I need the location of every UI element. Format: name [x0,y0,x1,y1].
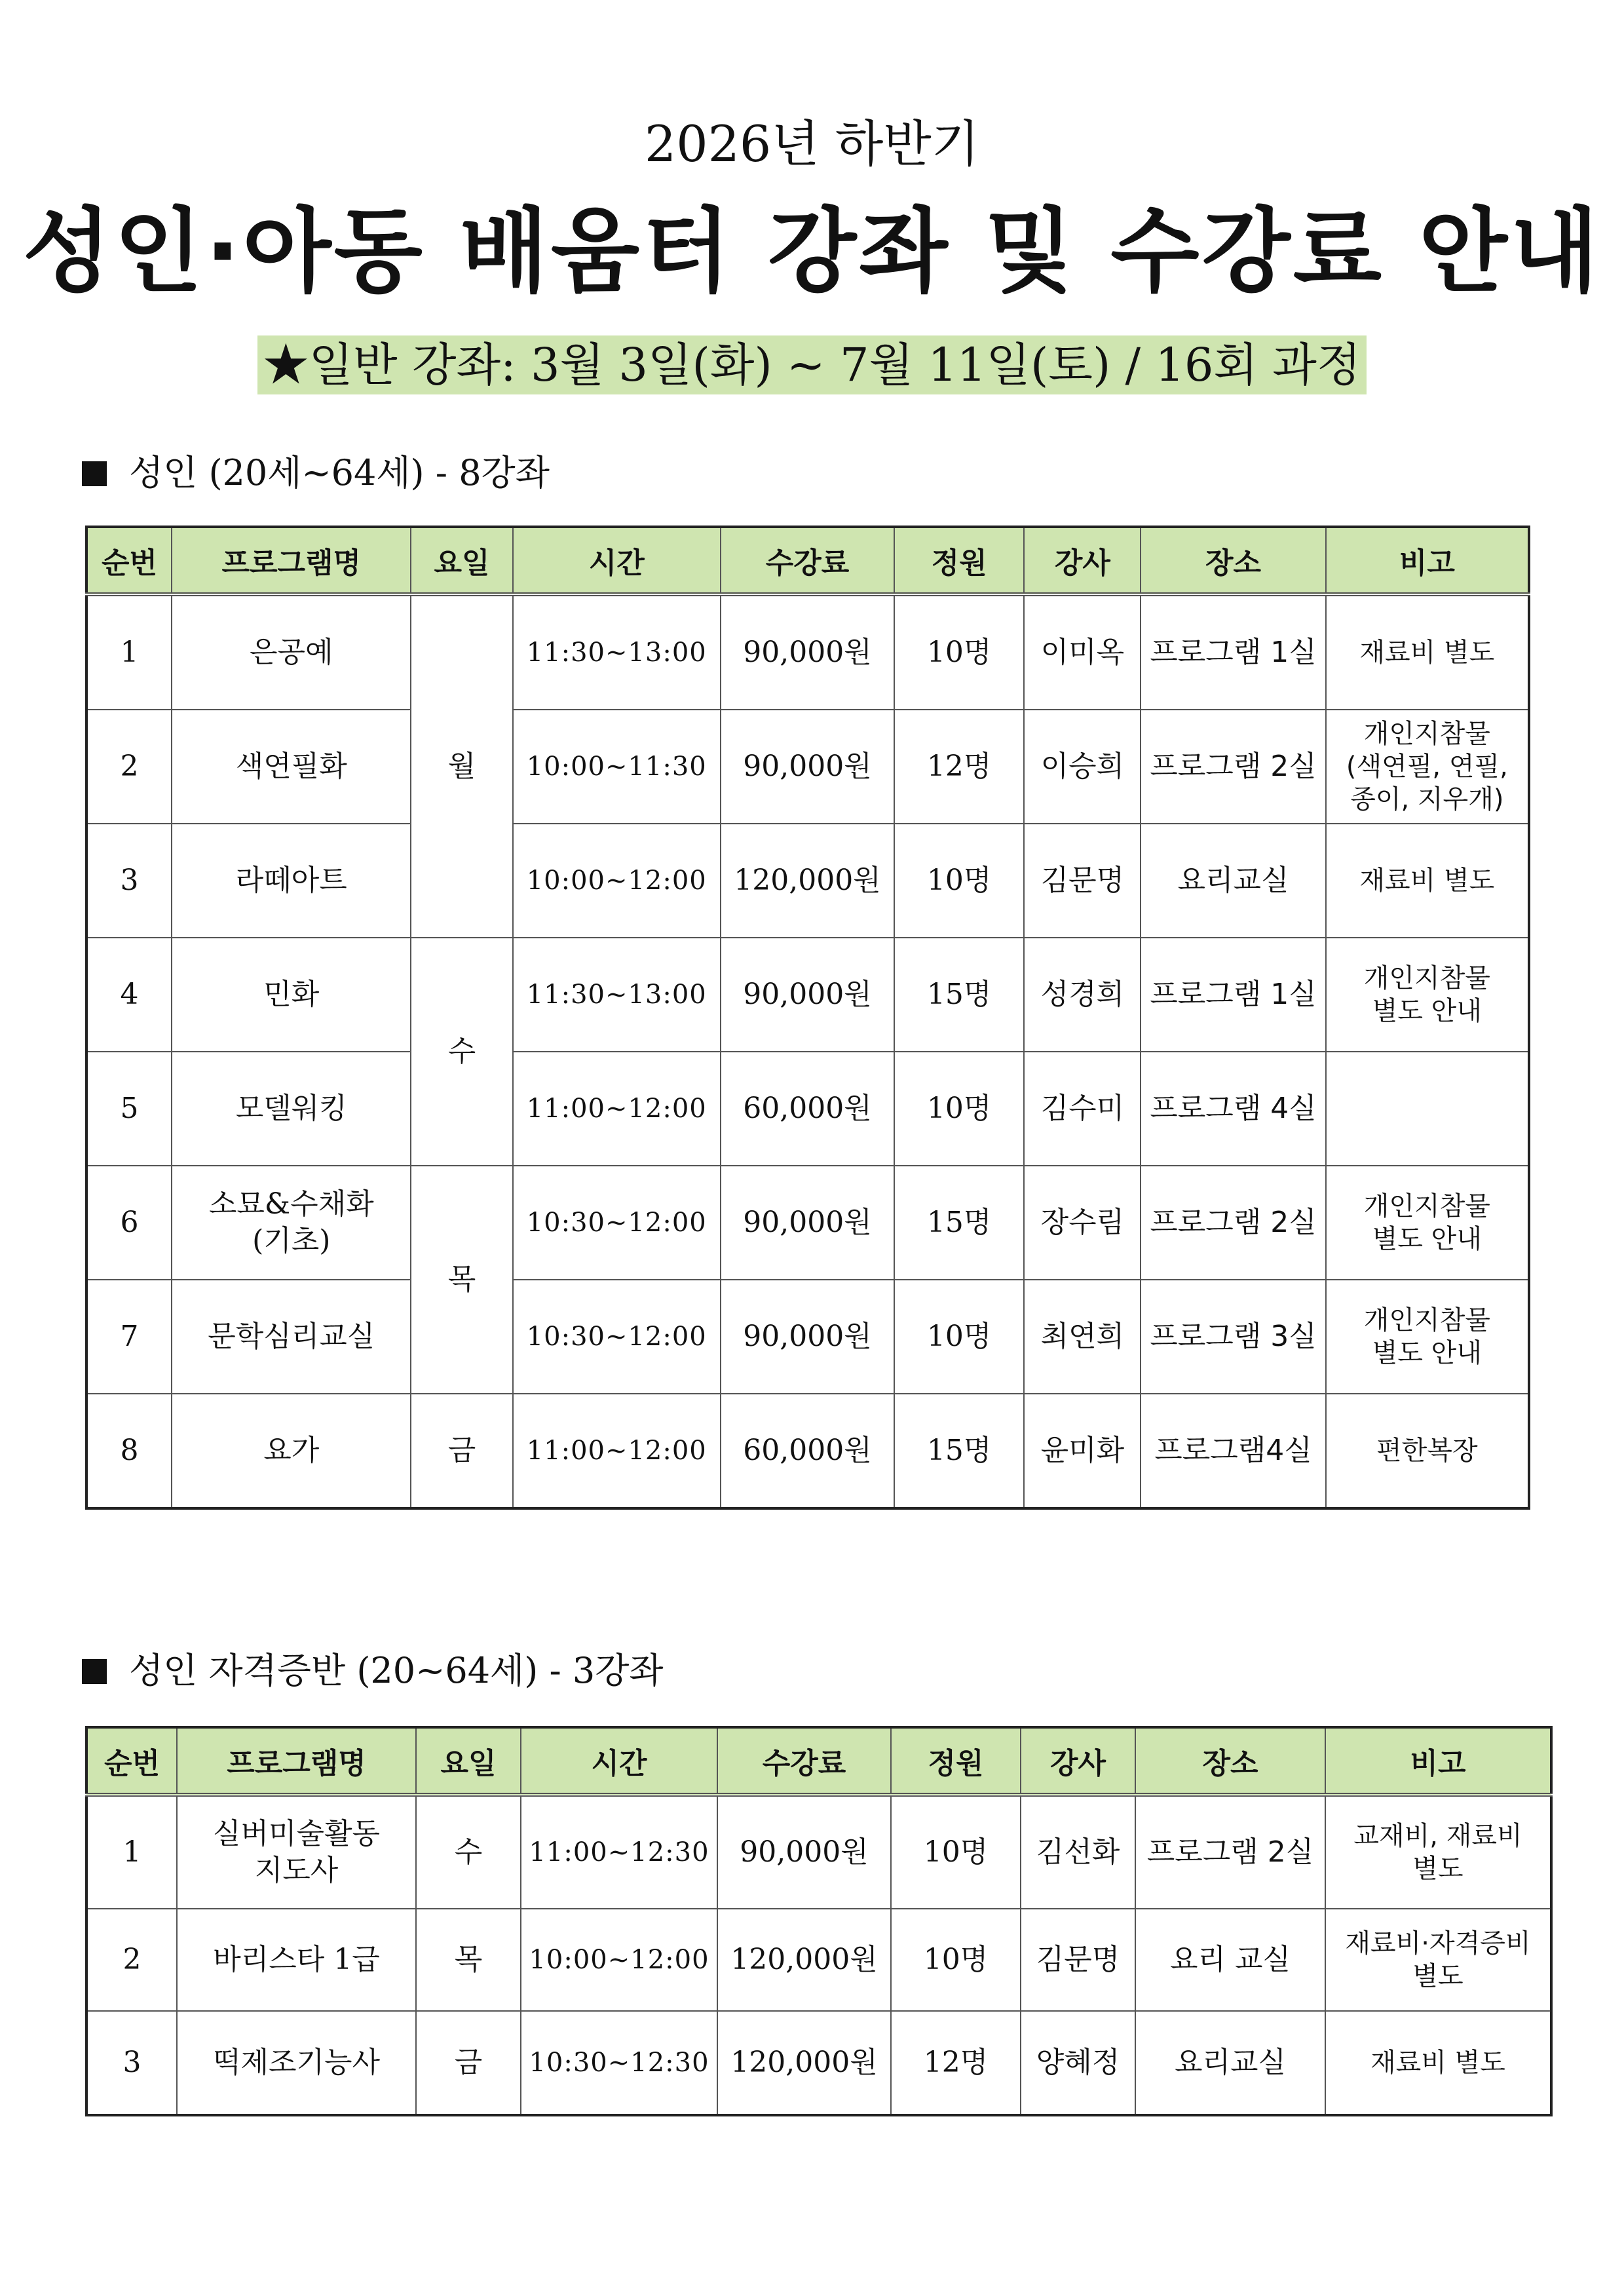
place-cell: 프로그램 2실 [1141,1166,1325,1280]
section-cert-heading [82,1648,664,1694]
fee-cell: 60,000원 [721,1052,894,1166]
place-cell: 프로그램 2실 [1141,710,1325,824]
table-row [86,1166,1529,1280]
day-cell: 목 [411,1166,512,1394]
time-cell: 10:30~12:00 [513,1280,721,1394]
note-cell: 개인지참물 별도 안내 [1326,1166,1529,1280]
teacher-cell: 김수미 [1024,1052,1141,1166]
fee-cell: 90,000원 [721,1280,894,1394]
fee-cell: 90,000원 [721,938,894,1052]
row-number-cell: 1 [86,594,172,710]
col-header: 장소 [1141,527,1325,594]
note-cell: 교재비, 재료비 별도 [1325,1795,1551,1909]
day-cell: 수 [416,1795,521,1909]
section-adult-heading [82,450,550,496]
capacity-cell: 12명 [894,710,1024,824]
capacity-cell: 15명 [894,938,1024,1052]
note-cell: 개인지참물 (색연필, 연필, 종이, 지우개) [1326,710,1529,824]
program-name-cell: 색연필화 [172,710,411,824]
teacher-cell: 김문명 [1024,824,1141,938]
row-number-cell: 3 [86,824,172,938]
teacher-cell: 장수림 [1024,1166,1141,1280]
time-cell: 11:30~13:00 [513,594,721,710]
col-header: 강사 [1024,527,1141,594]
capacity-cell: 15명 [894,1394,1024,1508]
col-header: 장소 [1135,1727,1325,1795]
capacity-cell: 10명 [894,594,1024,710]
row-number-cell: 7 [86,1280,172,1394]
row-number-cell: 6 [86,1166,172,1280]
teacher-cell: 성경희 [1024,938,1141,1052]
table-row [86,2011,1551,2115]
time-cell: 11:00~12:00 [513,1394,721,1508]
capacity-cell: 10명 [894,1280,1024,1394]
place-cell: 프로그램 3실 [1141,1280,1325,1394]
table-row [86,1795,1551,1909]
time-cell: 10:00~12:00 [521,1909,717,2011]
note-cell: 재료비 별도 [1326,594,1529,710]
table-row [86,1909,1551,2011]
day-cell: 금 [416,2011,521,2115]
time-cell: 10:00~12:00 [513,824,721,938]
program-name-cell: 민화 [172,938,411,1052]
note-cell: 개인지참물 별도 안내 [1326,938,1529,1052]
col-header: 순번 [86,1727,177,1795]
table-row [86,710,1529,824]
time-cell: 10:30~12:00 [513,1166,721,1280]
table-row [86,1394,1529,1508]
time-cell: 10:00~11:30 [513,710,721,824]
teacher-cell: 이승희 [1024,710,1141,824]
table-row [86,594,1529,710]
col-header: 프로그램명 [177,1727,416,1795]
note-cell: 개인지참물 별도 안내 [1326,1280,1529,1394]
time-cell: 11:00~12:30 [521,1795,717,1909]
place-cell: 프로그램 1실 [1141,938,1325,1052]
teacher-cell: 양혜정 [1021,2011,1135,2115]
program-name-cell: 문학심리교실 [172,1280,411,1394]
table-row [86,824,1529,938]
fee-cell: 120,000원 [717,1909,891,2011]
capacity-cell: 12명 [891,2011,1021,2115]
day-cell: 금 [411,1394,512,1508]
col-header: 수강료 [717,1727,891,1795]
day-cell: 월 [411,594,512,938]
place-cell: 프로그램 1실 [1141,594,1325,710]
place-cell: 요리교실 [1135,2011,1325,2115]
teacher-cell: 김선화 [1021,1795,1135,1909]
time-cell: 11:00~12:00 [513,1052,721,1166]
section-cert-title: 성인 자격증반 (20~64세) - 3강좌 [129,1650,664,1691]
year-title: 2026년 하반기 [644,115,980,173]
day-cell: 목 [416,1909,521,2011]
program-name-cell: 바리스타 1급 [177,1909,416,2011]
note-cell: 재료비·자격증비 별도 [1325,1909,1551,2011]
col-header: 비고 [1326,527,1529,594]
period-banner [0,335,1624,394]
capacity-cell: 10명 [891,1909,1021,2011]
certificate-course-table [85,1726,1553,2116]
fee-cell: 120,000원 [721,824,894,938]
col-header: 정원 [891,1727,1021,1795]
place-cell: 프로그램 4실 [1141,1052,1325,1166]
row-number-cell: 3 [86,2011,177,2115]
section-adult-title: 성인 (20세~64세) - 8강좌 [129,452,550,493]
place-cell: 프로그램4실 [1141,1394,1325,1508]
table-header-row [86,1727,1551,1795]
teacher-cell: 이미옥 [1024,594,1141,710]
adult-course-table [85,526,1530,1510]
col-header: 수강료 [721,527,894,594]
black-square-icon [82,461,107,486]
col-header: 순번 [86,527,172,594]
page-title: 성인·아동 배움터 강좌 및 수강료 안내 [22,199,1602,305]
fee-cell: 60,000원 [721,1394,894,1508]
program-name-cell: 실버미술활동 지도사 [177,1795,416,1909]
capacity-cell: 15명 [894,1166,1024,1280]
row-number-cell: 4 [86,938,172,1052]
col-header: 요일 [411,527,512,594]
black-square-icon [82,1659,107,1684]
note-cell: 재료비 별도 [1326,824,1529,938]
teacher-cell: 최연희 [1024,1280,1141,1394]
time-cell: 11:30~13:00 [513,938,721,1052]
program-name-cell: 떡제조기능사 [177,2011,416,2115]
table-header-row [86,527,1529,594]
table-row [86,1052,1529,1166]
program-name-cell: 요가 [172,1394,411,1508]
note-cell [1326,1052,1529,1166]
program-name-cell: 모델워킹 [172,1052,411,1166]
col-header: 시간 [521,1727,717,1795]
col-header: 비고 [1325,1727,1551,1795]
col-header: 요일 [416,1727,521,1795]
fee-cell: 90,000원 [721,1166,894,1280]
time-cell: 10:30~12:30 [521,2011,717,2115]
col-header: 강사 [1021,1727,1135,1795]
place-cell: 요리교실 [1141,824,1325,938]
teacher-cell: 윤미화 [1024,1394,1141,1508]
col-header: 정원 [894,527,1024,594]
table-row [86,938,1529,1052]
note-cell: 재료비 별도 [1325,2011,1551,2115]
row-number-cell: 1 [86,1795,177,1909]
capacity-cell: 10명 [894,1052,1024,1166]
fee-cell: 90,000원 [721,710,894,824]
row-number-cell: 2 [86,710,172,824]
program-name-cell: 소묘&수채화 (기초) [172,1166,411,1280]
row-number-cell: 5 [86,1052,172,1166]
program-name-cell: 라떼아트 [172,824,411,938]
day-cell: 수 [411,938,512,1166]
table-row [86,1280,1529,1394]
row-number-cell: 2 [86,1909,177,2011]
period-text: ★일반 강좌: 3월 3일(화) ~ 7월 11일(토) / 16회 과정 [257,335,1366,394]
teacher-cell: 김문명 [1021,1909,1135,2011]
fee-cell: 120,000원 [717,2011,891,2115]
capacity-cell: 10명 [891,1795,1021,1909]
note-cell: 편한복장 [1326,1394,1529,1508]
col-header: 시간 [513,527,721,594]
col-header: 프로그램명 [172,527,411,594]
place-cell: 프로그램 2실 [1135,1795,1325,1909]
program-name-cell: 은공예 [172,594,411,710]
row-number-cell: 8 [86,1394,172,1508]
fee-cell: 90,000원 [721,594,894,710]
capacity-cell: 10명 [894,824,1024,938]
place-cell: 요리 교실 [1135,1909,1325,2011]
fee-cell: 90,000원 [717,1795,891,1909]
